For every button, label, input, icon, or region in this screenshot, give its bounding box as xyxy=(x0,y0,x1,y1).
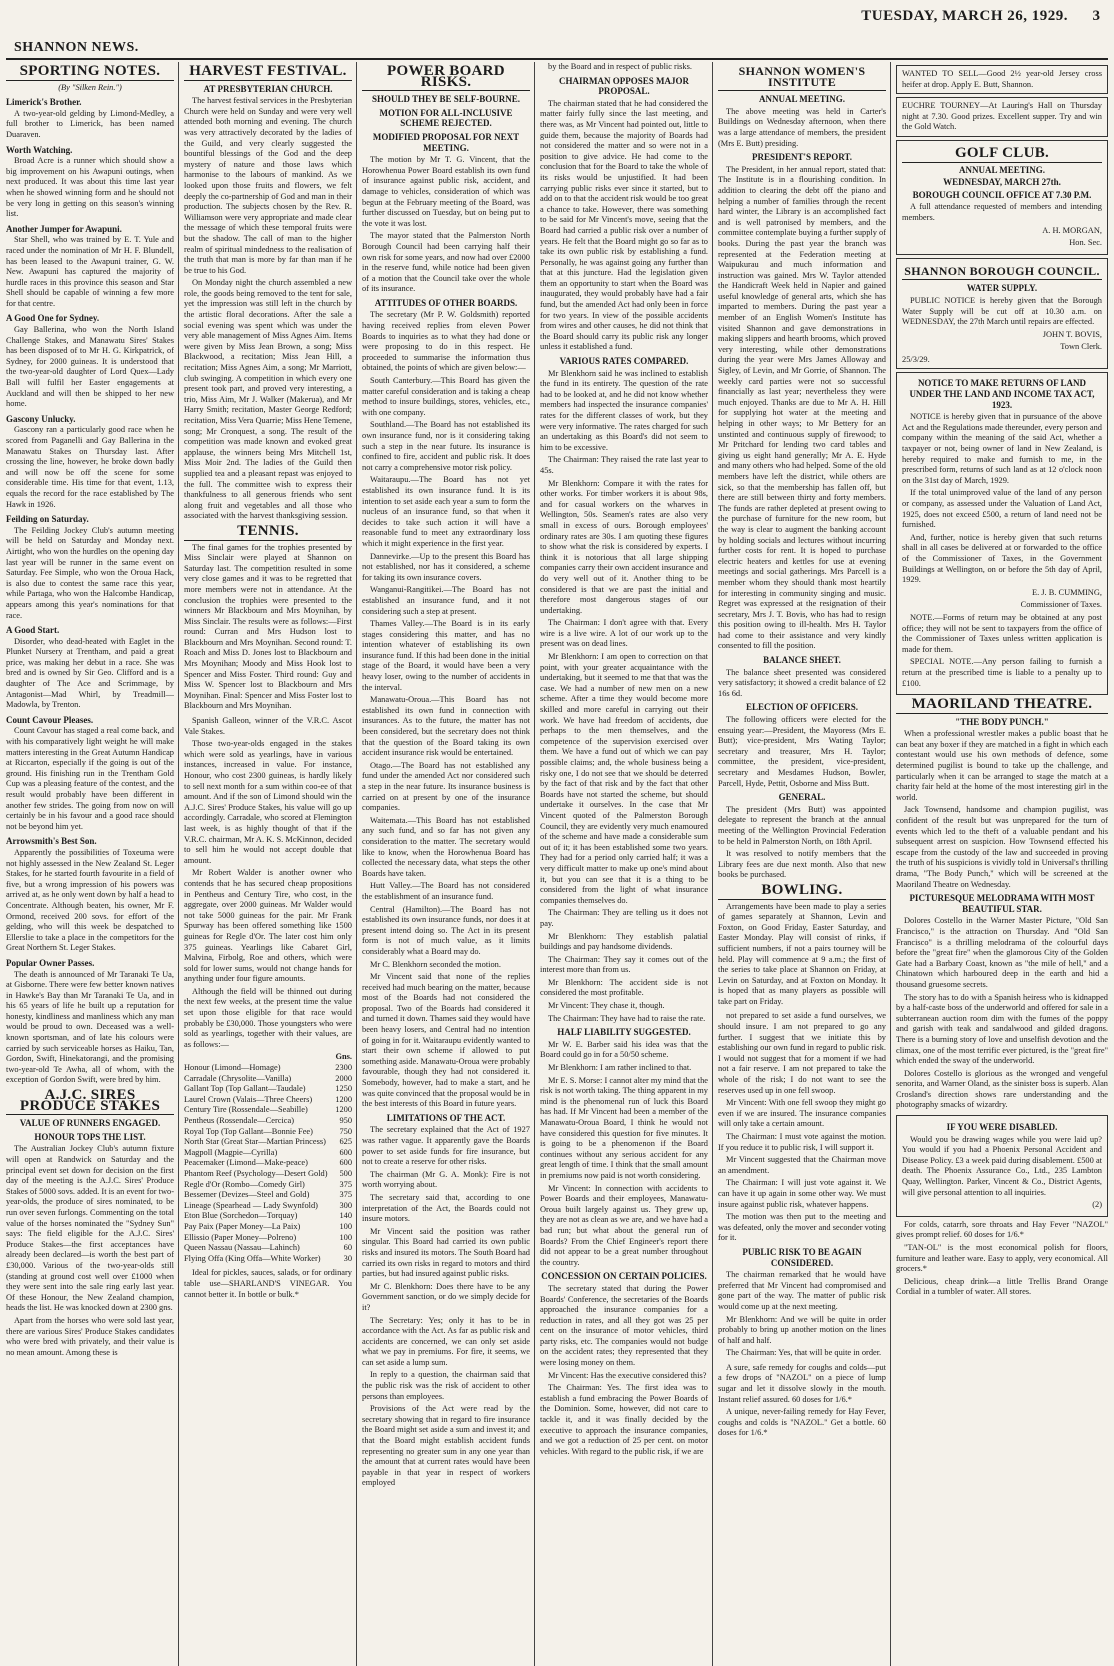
cordial-advertisement: Delicious, cheap drink—a little Trellis Brand Orange Cordial in a tumbler of water. All stores. xyxy=(896,1276,1108,1297)
subheading: A Good Start. xyxy=(6,625,60,636)
paragraph: Broad Acre is a runner which should show a big improvement on his Awapuni outings, when next produced. It was about this time last year when he showed winning form and he should not be very long in getting on this season's winning list. xyxy=(6,156,174,219)
nazol-advertisement: A unique, never-failing remedy for Hay Fever, coughs and colds is "NAZOL." Get a bottle. 60 doses for 1/6.* xyxy=(718,1407,886,1438)
paragraph: Mr W. E. Barber said his idea was that the Board could go in for a 50/50 scheme. xyxy=(540,1039,708,1060)
column-rule xyxy=(712,62,713,1666)
paragraph: The Feilding Jockey Club's autumn meeting will be held on Saturday and Monday next. Airtight, who won the hurdles on the opening day last year will be runner in the same event on Saturday. Fee Simple, who won the Oroua Hack, is also due to contest the same race this year, while Partaga, who won the Halcombe Handicap, appears among this year's nominations for that race. xyxy=(6,525,174,620)
paragraph: A two-year-old gelding by Limond-Medley, a full brother to Limerick, has been named Duaraven. xyxy=(6,108,174,139)
subheading: ELECTION OF OFFICERS. xyxy=(746,702,858,713)
table-row: Gallant Top (Top Gallant—Taudale) 1250 xyxy=(184,1084,352,1094)
paragraph: Otago.—The Board has not established any fund under the amended Act nor considered such a step in the near future. Its insurance business is carried on at present by one of the insurance companies. xyxy=(362,760,530,813)
headline: TENNIS. xyxy=(184,526,352,541)
table-row: Honour (Limond—Homage) 2300 xyxy=(184,1063,352,1073)
paragraph: Mr Blenkhorn: The accident side is not considered the most profitable. xyxy=(540,977,708,998)
paragraph: Mr Vincent: In connection with accidents to Power Boards and their employees, Manawatu-Oroua built largely against us. They grew up, they are not as clean as we are, and we have had a bad run; but what about the general run of Boards? From the Chief Engineer's report there did not appear to be a great number throughout the country. xyxy=(540,1183,708,1267)
paragraph: Spanish Galleon, winner of the V.R.C. Ascot Vale Stakes. xyxy=(184,716,352,736)
paragraph: The following officers were elected for the ensuing year:—President, the Mayoress (Mrs E. Butt); vice-president, Mrs Wating Taylor; secretary and treasurer, Mrs H. Taylor; committee, the president, vice-president, secretary and Mesdames Hudson, Bowler, Parcell, Hyde, Pettit, Osborne and Miss Butt. xyxy=(718,715,886,788)
paragraph: Central (Hamilton).—The Board has not established its own insurance funds, nor does it at present intend doing so. The Act in its present form is not of much value, as it limits considerably what a Board may do. xyxy=(362,904,530,956)
paragraph: Manawatu-Oroua.—This Board has not established its own fund in connection with insurances. As to the future, the matter has not been considered, but the secretary does not think that the question of the Board taking its own accident insurance risk would be entertained. xyxy=(362,695,530,758)
paragraph: Mr Vincent: With one fell swoop they might go even if we are insured. The insurance companies will only take a certain amount. xyxy=(718,1098,886,1129)
column-4 xyxy=(540,62,708,1666)
paragraph: The final games for the trophies presented by Miss Sinclair were played at Shannon on Saturday last. The competition resulted in some very close games and it was to be regretted that more members were not in attendance. At the conclusion the trophies were presented to the winners Mr Blackbourn and Mrs Moynihan, by Miss Sinclair. The results were as follows:—First round: Curran and Mrs Hudson lost to Blackbourn and Mrs Moynihan. Second round: T. Roach and Miss D. Jones lost to Blackbourn and Mrs Moynihan; Moody and Miss Hook lost to Spencer and Miss Foster. Third round: Guy and Miss W. Spencer lost to Blackbourn and Mrs Moynihan. Final: Spencer and Miss Foster lost to Blackbourn and Mrs Moynihan. xyxy=(184,542,352,711)
headline: NOTICE TO MAKE RETURNS OF LAND UNDER THE LAND AND INCOME TAX ACT, 1923. xyxy=(909,378,1095,410)
column-6 xyxy=(896,62,1108,1666)
headline: A.J.C. SIRES PRODUCE STAKES xyxy=(6,1090,174,1115)
byline: (By "Silken Rein.") xyxy=(58,82,122,92)
paragraph: Dannevirke.—Up to the present this Board has not established, nor has it considered, a scheme for taking its own insurance covers. xyxy=(362,551,530,582)
page-number: 3 xyxy=(1092,8,1100,24)
table-row: Royal Top (Top Gallant—Bonnie Fee) 750 xyxy=(184,1126,352,1136)
table-row: Eton Blue (Sorchedon—Torquay) 140 xyxy=(184,1211,352,1221)
table-row: Lineage (Spearhead — Lady Swynfold) 300 xyxy=(184,1200,352,1210)
paragraph: Mr Blenkhorn: I am rather inclined to that. xyxy=(548,1063,692,1073)
paragraph: Mr Robert Walder is another owner who contends that he has secured cheap propositions in Pentheus and Century Tire, who cost, in the aggregate, over 2000 guineas. Mr Walder would not take 5000 guineas for the pair. Mr Frank Spurway has been offered something like 1500 guineas for Regle d'Or. The later cost him only 375 guineas. Yearlings like Cabaret Girl, Malvina, Firbolg, Roe and others, which were sold for lower sums, would not change hands for anything under four figure amounts. xyxy=(184,868,352,984)
borough-council-notice: SHANNON BOROUGH COUNCIL. WATER SUPPLY. PUBLIC NOTICE is hereby given that the Borough Water Supply will be cut off at 10.30 a.m. on WEDNESDAY, the 27th March until repairs are effected. JOHN T. BOVIS, Town Clerk. 25/3/29. xyxy=(896,258,1108,370)
headline: IF YOU WERE DISABLED. xyxy=(946,1122,1058,1133)
subheading: BALANCE SHEET. xyxy=(763,655,841,666)
insurance-advertisement: IF YOU WERE DISABLED. Would you be drawing wages while you were laid up? You would if you had a Phoenix Personal Accident and Disease Policy. £3 a week paid during disablement. £500 at death. The Phoenix Assurance Co., Ltd., 235 Lambton Quay, Wellington. Parker, Vincent & Co., District Agents, will give personal attention to all inquiries. (2) xyxy=(896,1115,1108,1217)
table-row: Flying Offa (King Offa—White Worker) 30 xyxy=(184,1253,352,1263)
paragraph: The secretary (Mr P. W. Goldsmith) reported having received replies from eleven Power Boards to inquiries as to what they had done or were proposing to do in this respect. He proceeded to summarise the information thus obtained, the points of which are given below:— xyxy=(362,310,530,373)
paragraph: not prepared to set aside a fund ourselves, we should insure. I am not prepared to go any further. I suggest that we initiate this by establishing our own fund in regard to public risk. I would not suggest that for a moment if we had not a fair reserve. I am not prepared to take the whole of the risk; I do not want to see the reserves used up in one fell swoop. xyxy=(718,1011,886,1095)
subheading: Worth Watching. xyxy=(6,144,73,155)
paragraph: It was resolved to notify members that the Library fees are due next month. Also that new books be purchased. xyxy=(718,849,886,880)
paragraph: Mr Blenkhorn: I am open to correction on that point, with your greater acquaintance with the undertaking, but it seemed to me that that was the case. We had a number of new men on a new scheme. After a time they would become more skilled and more careful in carrying out their work. We have had freedom of accidents, due perhaps to the men themselves, and the competence of the supervision exercised over them. We have a fund out of which we can pay possible claims; and, the whole business being a risky one, I do not see that we should be deterred by the fact of that risk and by the fact that other Boards have not started the scheme, but should undertake it ourselves. In the case that Mr Vincent quoted of the Palmerston Borough Council, they are evidently very much enamoured of the scheme and have made a considerable sum out of it; it has been established some two years. They had for a period only carried half; it was a very difficult matter to make up one's mind about it, but you can see that it is a thing to be considered from the light of what insurance companies themselves do. xyxy=(540,652,708,905)
subheading: GENERAL. xyxy=(778,792,826,803)
table-row: North Star (Great Star—Martian Princess) 625 xyxy=(184,1137,352,1147)
table-row: Pentheus (Rossendale—Cercica) 950 xyxy=(184,1116,352,1125)
power-board-continued xyxy=(718,1011,886,1358)
column-rule xyxy=(890,62,891,1666)
subheading: A Good One for Sydney. xyxy=(6,313,100,324)
power-board-article xyxy=(362,63,530,1489)
paragraph: Gascony ran a particularly good race when he scored from Paganelli and Gay Ballerina in the Manawatu Stakes on Thursday last. After crossing the line, however, he broke down badly and will now be off the scene for some considerable time. His time for that event, 1.13, equals the record for the race established by The Hawk in 1926. xyxy=(6,425,174,509)
paragraph: Count Cavour has staged a real come back, and with his comparatively light weight he will make matters interesting in the Great Autumn Handicap at Riccarton, especially if the going is out of the ground. His finishing run in the Trentham Gold Cup was a pleasing feature of the contest, and the result would probably have been different in another few strides. The going from now on will certainly be in his favour and a good race should not be beyond him yet. xyxy=(6,726,174,831)
wanted-to-sell-ad: WANTED TO SELL—Good 2½ year-old Jersey cross heifer at drop. Apply E. Butt, Shannon. xyxy=(896,65,1108,94)
paragraph: The chairman (Mr G. A. Monk): Fire is not worth worrying about. xyxy=(362,1169,530,1190)
paragraph: Hutt Valley.—The Board has not considered the establishment of an insurance fund. xyxy=(362,881,530,901)
paragraph: Provisions of the Act were read by the secretary showing that in regard to fire insurance the Board might set aside a sum and invest it; and that the Board might establish accident funds representing no greater sum in any one year than the amount that at current rates would have been payable in that year in respect of workers employed xyxy=(362,1404,530,1488)
table-row: Century Tire (Rossendale—Seabille) 1200 xyxy=(184,1105,352,1115)
table-row: Laurel Crown (Valais—Three Cheers) 1200 xyxy=(184,1094,352,1104)
euchre-tourney-ad: EUCHRE TOURNEY—At Lauring's Hall on Thursday night at 7.30. Good prizes. Excellent supper. Try and win the Gold Watch. xyxy=(896,97,1108,137)
ajc-sires-article xyxy=(6,1087,174,1358)
headline: GOLF CLUB. xyxy=(902,148,1102,163)
column-rule xyxy=(178,62,179,1666)
paragraph: The president (Mrs Butt) was appointed delegate to represent the branch at the annual meeting of the Wellington Provincial Federation to be held in Palmerston North, on 18th April. xyxy=(718,804,886,846)
paragraph: The secretary stated that during the Power Boards' Conference, the secretaries of the Boards approached the insurance companies for a reduction in rates, and all they got was 25 per cent on the insurance of motor vehicles, third party risks, etc. The companies would not budge on the accident rates; they represented that they were losing money on them. xyxy=(540,1283,708,1368)
paragraph: Mr Vincent: Has the executive considered this? xyxy=(548,1370,707,1380)
subheading: HALF LIABILITY SUGGESTED. xyxy=(557,1027,691,1038)
column-2 xyxy=(184,62,352,1666)
paragraph: Wanganui-Rangitikei.—The Board has not established an insurance fund, and it not considering such a step at present. xyxy=(362,585,530,616)
land-tax-notice: NOTICE TO MAKE RETURNS OF LAND UNDER THE LAND AND INCOME TAX ACT, 1923. NOTICE is hereby given that in pursuance of the above Act and the Regulations made thereunder, every person and company within the meaning of the said Act, whether a taxpayer or not, being owner of land in New Zealand, is hereby required to make and furnish to me, in the prescribed form, returns of such land as at 12 o'clock noon on the 31st day of March, 1929. If the total unimproved value of the land of any person or company, as assessed under the Valuation of Land Act, 1925, does not exceed £500, a return of land need not be furnished. And, further, notice is hereby given that such returns shall in all cases be delivered at or forwarded to the office of the Commissioner of Taxes, in the Government Buildings at Wellington, on or before the 5th day of April, 1929. E. J. B. CUMMING, Commissioner of Taxes. NOTE.—Forms of return may be obtained at any post office; they will not be sent to taxpayers from the office of the Commissioner of Taxes unless written application is made for them. SPECIAL NOTE.—Any person failing to furnish a return at the prescribed time is liable to a penalty up to £100. xyxy=(896,372,1108,695)
paragraph: The motion was then put to the meeting and was defeated, only the mover and seconder voting for it. xyxy=(718,1212,886,1243)
paragraph: The Chairman: Yes. The first idea was to establish a fund embracing the Power Boards of the Dominion. Some, however, did not care to tackle it, and it was finally decided by the executive to approach the insurance companies, and we got a reduction of 25 per cent. on motor vehicles. With regard to the public risk, if we are xyxy=(540,1383,708,1456)
ajc-continued xyxy=(184,716,352,1300)
subheading: Popular Owner Passes. xyxy=(6,957,95,968)
paragraph: The balance sheet presented was considered very satisfactory; it showed a credit balance of £2 16s 6d. xyxy=(718,667,886,698)
subheading: VALUE OF RUNNERS ENGAGED. xyxy=(19,1118,161,1129)
paragraph: The secretary explained that the Act of 1927 was rather vague. It apparently gave the Boards power to set aside funds for fire insurance, but not to create a reserve for other risks. xyxy=(362,1125,530,1167)
headline: SHANNON BOROUGH COUNCIL. xyxy=(902,266,1102,281)
paragraph: The motion by Mr T. G. Vincent, that the Horowhenua Power Board establish its own fund of insurance against public risk, accident, and damage to vehicles, consideration of which was begun at the February meeting of the Board, was further discussed on Tuesday, but on being put to the vote it was lost. xyxy=(362,155,530,228)
paragraph: The Chairman: Yes, that will be quite in order. xyxy=(726,1348,882,1358)
subheading: AT PRESBYTERIAN CHURCH. xyxy=(203,83,333,94)
maoriland-theatre-article: MAORILAND THEATRE. "THE BODY PUNCH." When a professional wrestler makes a public boast that he can beat any boxer if they are matched in a fight in which each contestant would use his own methods of defence, some determined pugilist is bound to take up the challenge, and particularly when it can be arranged to stage the match at a charity fair held at the home of the most interesting girl in the world. Jack Townsend, handsome and champion pugilist, was confident of the result but was unprepared for the turn of events which led to the theft of a valuable pendant and his subsequent arrest on suspicion. How Townsend effected his escape from the custody of the law and succeeded in proving the truth of his suspicions is vividly told in Universal's thrilling drama, "The Body Punch," which will be screened at the Maoriland Theatre on Wednesday. PICTURESQUE MELODRAMA WITH MOST BEAUTIFUL STAR. Dolores Costello in the Warner Master Picture, "Old San Francisco," is the attraction on Thursday. And "Old San Francisco" is a thrilling melodrama of the colourful days before the "great fire" when the glamorous City of the Golden Gate had a Barbary Coast, known as "the mile of hell," and a Chinatown which harboured deep in the earth and hid a thousand gruesome secrets. The story has to do with a Spanish heiress who is kidnapped by a half-caste boss of the underworld and offered for sale in a subterranean auction room dim with the fumes of the poppy and garish with teak and sandalwood and gilded dragons. There is a burning story of love and unselfish devotion and the climax, one of the most terrific ever pictured, is the "great fire" which ended the sway of the underworld. Dolores Costello is glorious as the wronged and vengeful senorita, and Warner Oland, as the sinister boss is superb. Alan Crosland's direction shows rare understanding and the photography smacks of wizardry. xyxy=(896,696,1108,1110)
paragraph: by the Board and in respect of public risks. xyxy=(548,62,692,71)
paragraph: Disorder, who dead-heated with Eaglet in the Plunket Nursery at Trentham, and paid a great price, was making her debut in a race. She was bred and is owned by Sir Geo. Clifford and is a daughter of The Ace and Scrimmage, by Antagonist—Mad Whirl, by Treadmill—Madowla, by Trenton. xyxy=(6,636,174,710)
subheading: Another Jumper for Awapuni. xyxy=(6,223,122,234)
paragraph: The Chairman: They raised the rate last year to 45s. xyxy=(540,455,708,475)
column-5 xyxy=(718,62,886,1666)
paragraph: Although the field will be thinned out during the next few weeks, at the present time the value set upon those eligible for that race would probably be £30,000. Those youngsters who were sold as yearlings, together with their values, are as follows:— xyxy=(184,986,352,1049)
table-row: Pay Paix (Paper Money—La Paix) 100 xyxy=(184,1221,352,1231)
paragraph: The Chairman: They are telling us it does not pay. xyxy=(540,908,708,928)
paragraph: Mr C. Blenkhorn seconded the motion. xyxy=(370,959,501,969)
subheading: MOTION FOR ALL-INCLUSIVE SCHEME REJECTED. xyxy=(379,107,513,129)
nazol-advertisement: A sure, safe remedy for coughs and colds—put a few drops of "NAZOL" on a piece of lump sugar and let it dissolve slowly in the mouth. Instant relief assured. 60 doses for 1/6.* xyxy=(718,1362,886,1404)
table-row: Bessemer (Devizes—Steel and Gold) 375 xyxy=(184,1190,352,1200)
table-row: Queen Nassau (Nassau—Lahinch) 60 xyxy=(184,1243,352,1253)
paragraph: The Chairman: I will just vote against it. We can have it up again in some other way. We must insure against public risk, whatever happens. xyxy=(718,1178,886,1209)
subheading: ATTITUDES OF OTHER BOARDS. xyxy=(374,297,518,308)
table-row: Ellissio (Paper Money—Polreno) 100 xyxy=(184,1232,352,1242)
paragraph: The above meeting was held in Carter's Buildings on Wednesday afternoon, when there was a large attendance of members, the president (Mrs E. Butt) presiding. xyxy=(718,106,886,148)
issue-date: TUESDAY, MARCH 26, 1929. xyxy=(861,8,1068,24)
tennis-article xyxy=(184,522,352,712)
headline: SPORTING NOTES. xyxy=(6,66,174,81)
paragraph: Mr Vincent said the position was rather singular. This Board had carried its own public risks and insured its motors. The South Board had carried its own risks in regard to motors and third parties, but had insured against public risks. xyxy=(362,1226,530,1279)
column-3 xyxy=(362,62,530,1666)
paragraph: The Secretary: Yes; only it has to be in accordance with the Act. As far as public risk and accidents are concerned, we can only set aside what we pay in premiums. For fire, it seems, we can set aside a lump sum. xyxy=(362,1315,530,1367)
subheading: LIMITATIONS OF THE ACT. xyxy=(386,1112,506,1123)
subheading: Limerick's Brother. xyxy=(6,97,82,108)
paragraph: Mr Vincent suggested that the Chairman move an amendment. xyxy=(718,1155,886,1175)
paragraph: Waitaraupu.—The Board has not yet established its own insurance fund. It is its intention to set aside each year a sum to form the nucleus of an insurance fund, so that when it decides to take such action it will have a reasonable fund to meet any extraordinary loss which it might experience in the first year. xyxy=(362,475,530,548)
golf-club-notice: GOLF CLUB. ANNUAL MEETING. WEDNESDAY, MARCH 27th. BOROUGH COUNCIL OFFICE AT 7.30 P.M. A full attendance requested of members and intending members. A. H. MORGAN, Hon. Sec. xyxy=(896,140,1108,255)
tanol-advertisement: "TAN-OL" is the most economical polish for floors, furniture and leather ware. Easy to apply, very economical. All grocers.* xyxy=(896,1243,1108,1274)
paragraph: On Monday night the church assembled a new role, the goods being removed to the tent for sale, yet the impression was still left in the church by the artistic floral decorations. After the sale a social evening was spent which was under the very able management of Miss Agnes Aim. Items were given by Miss Jean Brown, a song; Miss Blackwood, a recitation; Miss Jean Hill, a recitation; Miss Agnes Aim, a song; Mr Marriott, club swinging. A competition in which every one present took part, and proved very interesting, a trio, Miss Aim, Mr J. Walker (Makerua), and Mr Harry Smith; recitation, Master George Redford; recitation, Miss Vera Quarrie; Miss Hene Temene, song; Mr Cronquest, a song. The result of the competition was made known and evoked great applause, the winners being Mrs Mitchell 1st, Miss Moir 2nd. The ladies of the Guild then supplied tea and a pleasant repast was enjoyed to the full. The committee wish to express their thankfulness to all generous friends who sent along fruit and vegetables and all those who associated with the harvest thanksgiving session. xyxy=(184,278,352,521)
subheading: SHOULD THEY BE SELF-BOURNE. xyxy=(371,94,521,105)
table-row: Peacemaker (Limond—Make-peace) 600 xyxy=(184,1158,352,1168)
column-rule xyxy=(534,62,535,1666)
paragraph: The Chairman: I don't agree with that. Every wire is a live wire. A lot of our work up to the present was on dead lines. xyxy=(540,618,708,649)
paragraph: Star Shell, who was trained by E. T. Yule and raced under the nomination of Mr H. F. Blundell, has been leased to the Awapuni trainer, G. W. New. Awapuni has captured the majority of hurdle races in this province this season and Star Shell should be capable of winning a few more for that centre. xyxy=(6,235,174,308)
paragraph: The chairman remarked that he would have preferred that Mr Vincent had compromised and gone part of the way. The matter of public risk would come up at the next meeting. xyxy=(718,1270,886,1311)
table-row: Phantom Reef (Psychology—Desert Gold) 500 xyxy=(184,1168,352,1178)
vinegar-advertisement: Ideal for pickles, sauces, salads, or for ordinary table use—SHARLAND'S VINEGAR. You cannot better it. In bottle or bulk.* xyxy=(184,1268,352,1299)
sporting-notes-article xyxy=(6,63,174,1086)
paragraph: Mr Vincent said that none of the replies received had much bearing on the matter, because most of the Boards had not considered the proposal. Two of the Boards had considered it and turned it down. Thames said they would have been heavy losers, and Central had no intention of going in for it. Waitaraupu evidently wanted to start their own scheme if allowed to put something aside. Manawatu-Oroua were probably favourable, though they had not considered it. Somebody, however, had to make a start, and he was quite convinced that the proposal would be in the best interests of this Board in future years. xyxy=(362,972,530,1109)
column-1 xyxy=(6,62,174,1666)
headline: BOWLING. xyxy=(718,885,886,900)
subheading: ANNUAL MEETING. xyxy=(758,94,845,105)
paragraph: The Chairman: I must vote against the motion. If you reduce it to public risk, I will support it. xyxy=(718,1132,886,1152)
womens-institute-article xyxy=(718,66,886,881)
paragraph: Thames Valley.—The Board is in its early stages considering this matter, and has no intention whatever of establishing its own insurance fund. If this had been done in the initial stage of the Board, it would have been a very heavy loser, owing to the number of accidents in the interval. xyxy=(362,619,530,692)
subheading: CHAIRMAN OPPOSES MAJOR PROPOSAL. xyxy=(559,75,689,97)
subheading: MODIFIED PROPOSAL FOR NEXT MEETING. xyxy=(372,131,520,153)
subheading: Arrowsmith's Best Son. xyxy=(6,836,97,847)
subheading: CONCESSION ON CERTAIN POLICIES. xyxy=(541,1271,707,1282)
power-board-continued xyxy=(540,62,708,1457)
paragraph: The harvest festival services in the Presbyterian Church were held on Sunday and were very well attended both morning and evening. The church was very attractively decorated by the ladies of the Guild, and very clearly suggested the bountiful blessings of the God and the deep mystery of nature and those laws which harmonise to the labours of mankind. As we looked upon those fruits and flowers, we felt deeply the co-partnership of God and man in their production. The subjects chosen by the Rev. R. Williamson were very appropriate and made clear the message of which these temporal fruits were but the shadow. The call of man to the higher realm of spiritual mindedness to the realisation of the truth that man is more by far than man if he be true to his God. xyxy=(184,96,352,275)
paragraph: The death is announced of Mr Taranaki Te Ua, at Gisborne. There were few better known natives in Hawke's Bay than Mr Taranaki Te Ua, and in his 65 years of life he built up a reputation for honesty, kindliness and manliness which any man would be proud to own. Deceased was a well-known sportsman, and of late his colours were carried by such serviceable horses as Haiku, Tan, Gordon, Swift, Hinekatorangi, and the promising two-year-old Te Awha, all of whom, with the exception of Gordon Swift, were bred by him. xyxy=(6,969,174,1085)
paragraph: The President, in her annual report, stated that: The Institute is in a flourishing condition. In addition to clearing the debt off the piano and helping a number of families through the recent hard winter, the Library is an accomplished fact and is well patronised by members, and the committee contemplate buying a further supply of books. During the past year the branch was represented at the Federation meeting at Waipukurau and much information and instruction was gained. Mrs W. Taylor attended the Handicraft Week held in Napier and gained useful knowledge of general arts, which she has imparted to members. During the past year a member of an English Women's Institute has visited Shannon and gave demonstrations in making slippers and hearth brooms, which proved very interesting, while other demonstrations during the year were Mrs James Alloway and Sigley, of Levin, and Mr Gorrie, of Shannon. The weekly card parties were not so successful financially as last year; nevertheless they were much enjoyed. Thanks are due to Mr A. H. Hill for supplying hot water at the meeting and helping in other ways; to Mr Bettery for an unstinted and continuous supply of firewood; to Mr Pritchard for lending two card tables and giving us eight hand generally; Mr A. E. Hyde and many others who had helped. Some of the old members have left the district, while others are sick, so that the membership has fallen off, but there are still between thirty and forty members. The funds are rather depleted at present owing to the purchase of furniture for the new room, but the way is clear to augment the banking account by holding socials and lectures without incurring further costs for rent. It is hoped to purchase electric heaters and kettles for use at evening meetings and social gatherings. Mrs Parcell is a member whom they should thank most heartily for interesting in community singing and music. Regret was expressed at the resignation of their secretary, Mrs J. T. Bovis, who has had to resign this position owing to ill-health. Mrs H. Taylor had come to their assistance and very kindly consented to fill the position. xyxy=(718,164,886,651)
paragraph: Mr Blenkhorn said he was inclined to establish the fund in its entirety. The question of the rate had to be looked at, and he did not know whether members had inspected the insurance companies' rates for the different classes of work, but they were very informative. The rates charged for such an undertaking as this Board's did not seem to him to be excessive. xyxy=(540,368,708,452)
table-row: Magpoll (Magpie—Cyrilla) 600 xyxy=(184,1147,352,1157)
subheading: Gascony Unlucky. xyxy=(6,413,76,424)
subheading: Feilding on Saturday. xyxy=(6,514,89,525)
paragraph: Mr Vincent: They chase it, though. xyxy=(548,1001,665,1011)
table-row: Carradale (Chrysolite—Vanilla) 2000 xyxy=(184,1073,352,1083)
paragraph: Apparently the possibilities of Toxeuma were not highly assessed in the New Zealand St. Leger Stakes, for he started fourth favourite in a field of five, but a wrong impression of his powers was arrived at, as he only went down by half a head to Concentrate. Although beaten, his owner, Mr F. Ormond, received 200 sovs. for effort of the gelding, who will this week be despatched to Ellerslie to take a place in the competitors for the Great Northern St. Leger Stakes. xyxy=(6,847,174,953)
paragraph: The secretary said that, according to one interpretation of the Act, the Boards could not insure motors. xyxy=(362,1192,530,1224)
paragraph: Those two-year-olds engaged in the stakes which were sold as yearlings, have in various instances, increased in value. For instance, Honour, who cost 2300 guineas, is hardly likely to sell next month for a sum within coo-ee of that amount. And if the son of Limond should win the A.J.C. Sires' Produce Stakes, his value will go up accordingly. Carradale, who scored at Flemington last week, is as highly thought of that if the V.R.C. chairman, Mr A. K. S. McKinnon, decided to sell him he would not accept double that amount. xyxy=(184,739,352,865)
subheading: PRESIDENT'S REPORT. xyxy=(751,152,853,163)
paragraph: Mr Blenkhorn: They establish palatial buildings and pay handsome dividends. xyxy=(540,931,708,952)
harvest-festival-article xyxy=(184,63,352,522)
column-rule xyxy=(356,62,357,1666)
paragraph: Waitemata.—This Board has not established any such fund, and so far has not given any consideration to the matter. The secretary would like to know, when the Horowhenua Board has collected the necessary data, what steps the other Boards have taken. xyxy=(362,815,530,878)
paragraph: Gay Ballerina, who won the North Island Challenge Stakes, and Manawatu Sires' Stakes has been disposed of to Mr H. G. Kirkpatrick, of Sydney, for 2000 guineas. It is understood that the two-year-old daughter of Lord Quex—Lady Ball will fulfil her Easter engagements at Auckland and will then be shipped to her new home. xyxy=(6,325,174,409)
paragraph: Southland.—The Board has not established its own insurance fund, nor is it considering taking such a step in the near future. Its insurance is confined to fire, accident and public risk. It does not carry a comprehensive motor risk policy. xyxy=(362,420,530,472)
masthead xyxy=(6,0,1108,60)
paragraph: The Chairman: They say it comes out of the interest more than from us. xyxy=(540,954,708,975)
paragraph: In reply to a question, the chairman said that the public risk was the risk of accident to other persons than employees. xyxy=(362,1370,530,1401)
subheading: Count Cavour Pleases. xyxy=(6,714,94,725)
subheading: HONOUR TOPS THE LIST. xyxy=(34,1131,146,1142)
headline: SHANNON WOMEN'S INSTITUTE xyxy=(718,66,886,91)
table-header: Gns. xyxy=(335,1052,352,1062)
subheading: PUBLIC RISK TO BE AGAIN CONSIDERED. xyxy=(742,1246,862,1268)
headline: POWER BOARD RISKS. xyxy=(362,66,530,91)
paragraph: The chairman stated that he had considered the matter fairly fully since the last meeting, and there was, as Mr Vincent had pointed out, little to guide them, because the majority of Boards had not considered the matter and so were not in a position to give advice. He had come to the conclusion that for the Board to take the whole of its risks would be unjustified. It had been carrying public risks ever since it started, but to add on to that the accident risk would be too great a chance to take. However, there was something to be said for Mr Vincent's move, seeing that the Board had carried a public risk over a number of years. He felt that the Board might go so far as to take its own public risk by establishing a fund. Personally, he was against going any further than that at this juncture. Had the legislation given them an opportunity to start when the Board was inaugurated, they would probably have had a fair fund, but the amended Act had only been in force for two years. In view of the possible accidents from wires and other causes, he did not think that the Board should carry its public risk any longer unless it established a fund. xyxy=(540,98,708,352)
paragraph: Apart from the horses who were sold last year, there are various Sires' Produce Stakes candidates who were bred with privately, and their value is no mean amount. Among these is xyxy=(6,1315,174,1357)
subheading: VARIOUS RATES COMPARED. xyxy=(559,356,689,367)
paper-title: SHANNON NEWS. xyxy=(14,40,139,55)
paragraph: Mr Blenkhorn: Compare it with the rates for other works. For timber workers it is about 98s, and for casual workers on the wharves in Wellington, 50s. Seamen's rates are also very small in excess of ours. Borough employees' ordinary rates are 30s. I am quoting these figures to show what the risk is considered by experts. I think it is notorious that all large shipping companies carry their own accident insurance and do very well out of it. Another thing to be considered is that we are past the initial and therefore most dangerous stages of our undertaking. xyxy=(540,478,708,615)
bowling-article xyxy=(718,881,886,1008)
paragraph: The Australian Jockey Club's autumn fixture will open at Randwick on Saturday and the principal event set down for decision on the first day of the meeting is the A.J.C. Sires' Produce Stakes of 5000 sovs. added. It is an event for two-year-olds, the produce of sires nominated, to be run over seven furlongs. Commenting on the total value of the horses nominated the "Sydney Sun" says: The field eligible for the A.J.C. Sires' Produce Stakes—the first acceptances have already been declared—is worth the best part of £30,000. Various of the two-year-olds still (standing at ground cost well over £1000 when they were sent into the sale ring early last year. Of these Honour, the New Zealand champion, heads the list. He was knocked down at 2300 gns. xyxy=(6,1144,174,1313)
paragraph: South Canterbury.—This Board has given the matter careful consideration and is taking a cheap method to insure buildings, stores, vehicles, etc., with one company. xyxy=(362,376,530,417)
paragraph: Mr C. Blenkhorn: Does there have to be any Government sanction, or do we simply decide for it? xyxy=(362,1281,530,1312)
paragraph: Mr E. S. Morse: I cannot alter my mind that the risk is not worth taking. The thing apparent in my mind is the phenomenal run of luck this Board has had. If Mr Vincent had been a member of the Manawatu-Oroua Board, I think he would not have considered this question for five minutes. It is going to be a phenomenon if the Board continues without any serious accident for any great length of time. I think that the small amount in premiums now paid is not worth considering. xyxy=(540,1075,708,1180)
table-row: Regle d'Or (Rombo—Comedy Girl) 375 xyxy=(184,1179,352,1189)
headline: HARVEST FESTIVAL. xyxy=(184,66,352,81)
headline: MAORILAND THEATRE. xyxy=(896,699,1108,714)
paragraph: The mayor stated that the Palmerston North Borough Council had been carrying half their own risk for some years, and now had over £2000 in the reserve fund, while notice had been given of a motion that the Council take over the whole of its insurance. xyxy=(362,231,530,294)
paragraph: Arrangements have been made to play a series of games separately at Shannon, Levin and Foxton, on Good Friday, Easter Saturday, and Easter Monday. Play will consist of rinks, if sufficient numbers, if not a pairs tourney will be held. Play will commence at 9 a.m.; the first of the series to take place at Shannon on Friday, at Levin on Saturday, and at Foxton on Monday. It is hoped that as many players as possible will take part on Friday. xyxy=(718,901,886,1006)
paragraph: The Chairman: They have had to raise the rate. xyxy=(548,1013,706,1023)
nazol-advertisement: For colds, catarrh, sore throats and Hay Fever "NAZOL" gives prompt relief. 60 doses for 1/6.* xyxy=(896,1219,1108,1240)
paragraph: Mr Blenkhorn: And we will be quite in order probably to bring up another motion on the lines of half and half. xyxy=(718,1314,886,1345)
